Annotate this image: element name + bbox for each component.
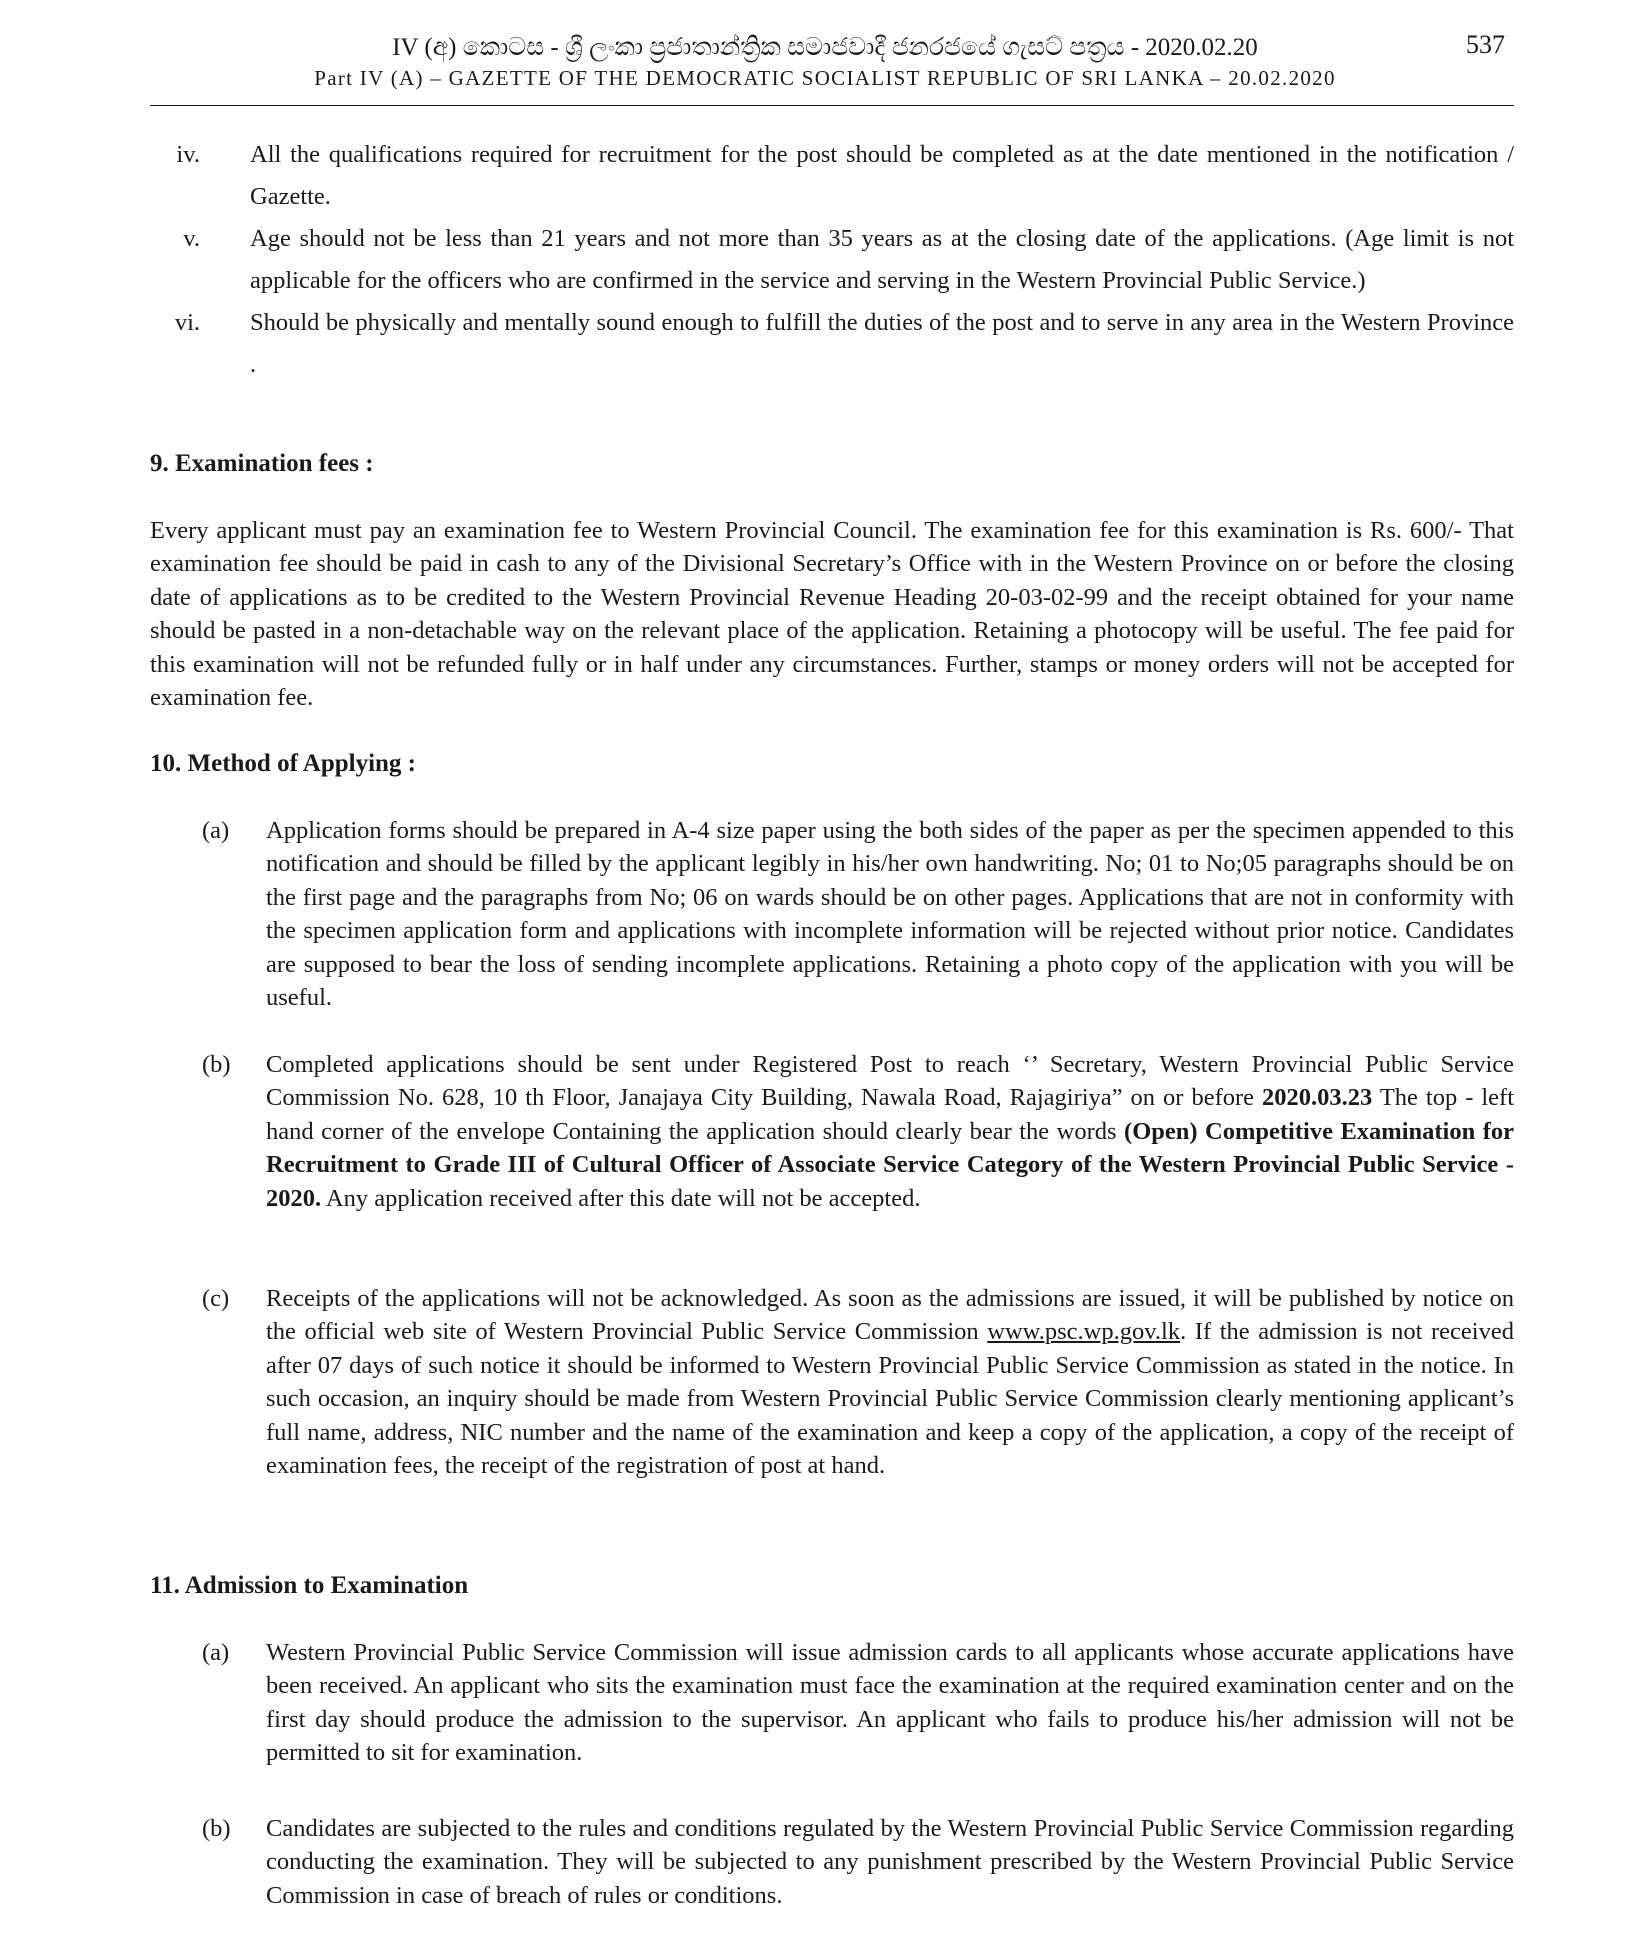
item-label: (a) — [202, 817, 230, 844]
eligibility-item-vi — [150, 302, 1514, 386]
item-text — [266, 1282, 1514, 1482]
item-text — [266, 1048, 1514, 1215]
item-text: Application forms should be prepared in A-4 size paper using the both sides of the paper as per the specimen appended to this notification and should be filled by the applicant legibly in his/her own handwriting. No; 01 to No;05 paragraphs should be on the first page and the paragraphs from No; 06 on wards should be on other pages. Applications that are not in conformity with the specimen application form and applications with incomplete information will be rejected without prior notice. Candidates are supposed to bear the loss of sending incomplete applications. Retaining a photo copy of the application with you will be useful. — [266, 817, 1514, 1012]
item-text: Western Provincial Public Service Commission will issue admission cards to all applicants whose accurate applications have been received. An applicant who sits the examination must face the examination at the required examination center and on the first day should produce the admission to the supervisor. An applicant who fails to produce his/her admission will not be permitted to sit for examination. — [266, 1639, 1514, 1767]
psc-website-link[interactable]: www.psc.wp.gov.lk — [987, 1318, 1181, 1346]
section-11-heading: 11. Admission to Examination — [150, 1572, 469, 1599]
item-c-text-1: Receipts of the applications will not be acknowledged. As soon as the admissions are issued, it will be published by notice on the official web site of Western Provincial Public Service Commission — [266, 1285, 1514, 1346]
closing-date: 2020.03.23 — [1262, 1084, 1373, 1112]
item-b-text-2: The top - left hand corner of the envelope Containing the application should clearly bear the words — [266, 1084, 1514, 1145]
page-number: 537 — [1466, 30, 1505, 59]
section-9-body: Every applicant must pay an examination fee to Western Provincial Council. The examination fee for this examination is Rs. 600/- That examination fee should be paid in cash to any of the Divisional Secretary’s Office with in the Western Province on or before the closing date of applications as to be credited to the Western Provincial Revenue Heading 20-03-02-99 and the receipt obtained for your name should be pasted in a non-detachable way on the relevant place of the application. Retaining a photocopy will be useful. The fee paid for this examination will not be refunded fully or in half under any circumstances. Further, stamps or money orders will not be accepted for examination fee. — [150, 517, 1514, 712]
item-b-text-3: Any application received after this date will not be accepted. — [321, 1184, 921, 1212]
item-text: All the qualifications required for recruitment for the post should be completed as at the date mentioned in the notification / Gazette. — [250, 141, 1514, 210]
item-c-text-2: . If the admission is not received after 07 days of such notice it should be informed to Western Provincial Public Service Commission as stated in the notice. In such occasion, an inquiry should be made from Western Provincial Public Service Commission clearly mentioning applicant’s full name, address, NIC number and the name of the examination and keep a copy of the application, a copy of the receipt of examination fees, the receipt of the registration of post at hand. — [266, 1318, 1514, 1480]
header-english-title: Part IV (A) – GAZETTE OF THE DEMOCRATIC SOCIALIST REPUBLIC OF SRI LANKA – 20.02.2020 — [314, 66, 1336, 90]
item-label: (a) — [202, 1639, 230, 1666]
item-b-text-1: Completed applications should be sent under Registered Post to reach ‘’ Secretary, Western Provincial Public Service Commission No. 628, 10 th Floor, Janajaya City Building, Nawala Road, Rajagiriya” on or before — [266, 1051, 1514, 1112]
section-11-item-a — [150, 1636, 1514, 1770]
section-10-heading: 10. Method of Applying : — [150, 750, 417, 777]
examination-title: (Open) Competitive Examination for Recruitment to Grade III of Cultural Officer of Associate Service Category of the Western Provincial Public Service - 2020. — [266, 1117, 1514, 1212]
eligibility-item-v — [150, 218, 1514, 302]
item-number: iv. — [176, 141, 200, 168]
item-number: v. — [183, 225, 200, 252]
item-label: (b) — [202, 1815, 231, 1842]
item-label: (c) — [202, 1285, 230, 1312]
item-number: vi. — [174, 309, 200, 336]
section-9-heading: 9. Examination fees : — [150, 450, 374, 477]
section-11-item-b — [150, 1812, 1514, 1912]
header-divider — [150, 105, 1514, 106]
item-text: Candidates are subjected to the rules and conditions regulated by the Western Provincial Public Service Commission regarding conducting the examination. They will be subjected to any punishment prescribed by the Western Provincial Public Service Commission in case of breach of rules or conditions. — [266, 1815, 1514, 1909]
header-sinhala-title: IV (අ) කොටස - ශ්‍රී ලංකා ප්‍රජාතාන්ත්‍රික සමාජවාදී ජනරජයේ ගැසට් පත්‍රය - 2020.02.20 — [392, 34, 1258, 61]
section-10-item-a — [150, 814, 1514, 1014]
item-text: Age should not be less than 21 years and not more than 35 years as at the closing date of the applications. (Age limit is not applicable for the officers who are confirmed in the service and serving in the Western Provincial Public Service.) — [250, 225, 1514, 294]
item-label: (b) — [202, 1051, 231, 1078]
section-10-item-b — [150, 1048, 1514, 1215]
item-text: Should be physically and mentally sound enough to fulfill the duties of the post and to serve in any area in the Western Province . — [250, 309, 1514, 378]
eligibility-item-iv — [150, 134, 1514, 218]
section-10-item-c — [150, 1282, 1514, 1482]
